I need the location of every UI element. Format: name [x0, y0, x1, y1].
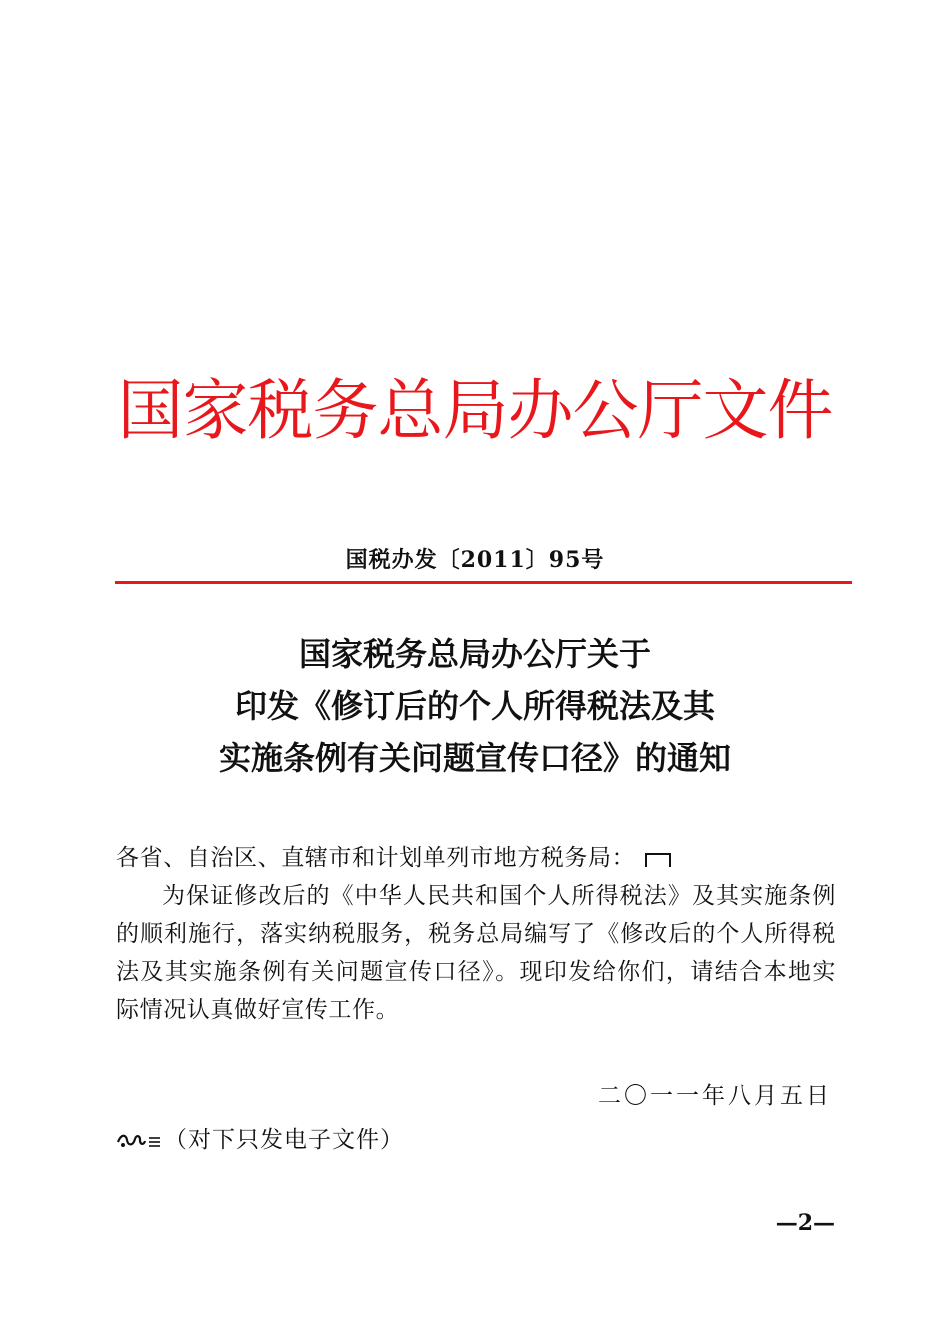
page-number: —2—	[775, 1210, 835, 1236]
handwritten-mark-icon	[645, 853, 671, 867]
document-masthead: 国家税务总局办公厅文件	[117, 372, 833, 449]
red-divider-line	[115, 581, 852, 584]
body-paragraph: 为保证修改后的《中华人民共和国个人所得税法》及其实施条例的顺利施行，落实纳税服务，税务总局编写了《修改后的个人所得税法及其实施条例有关问题宣传口径》。现印发给你们，请结合本地实际情况认真做好宣传工作。	[116, 883, 836, 1023]
distribution-note-text: （对下只发电子文件）	[164, 1127, 404, 1153]
document-title	[0, 628, 950, 784]
addressee-text: 各省、自治区、直辖市和计划单列市地方税务局：	[116, 845, 636, 871]
title-line-1: 国家税务总局办公厅关于	[298, 635, 651, 673]
distribution-note	[116, 1121, 404, 1159]
title-line-2: 印发《修订后的个人所得税法及其	[234, 687, 715, 725]
document-number: 国税办发〔2011〕95号	[345, 547, 605, 573]
addressee-line	[116, 839, 836, 877]
issue-date: 二〇一一年八月五日	[598, 1083, 832, 1109]
scribble-mark-icon	[116, 1130, 162, 1150]
title-line-3: 实施条例有关问题宣传口径》的通知	[218, 739, 731, 777]
